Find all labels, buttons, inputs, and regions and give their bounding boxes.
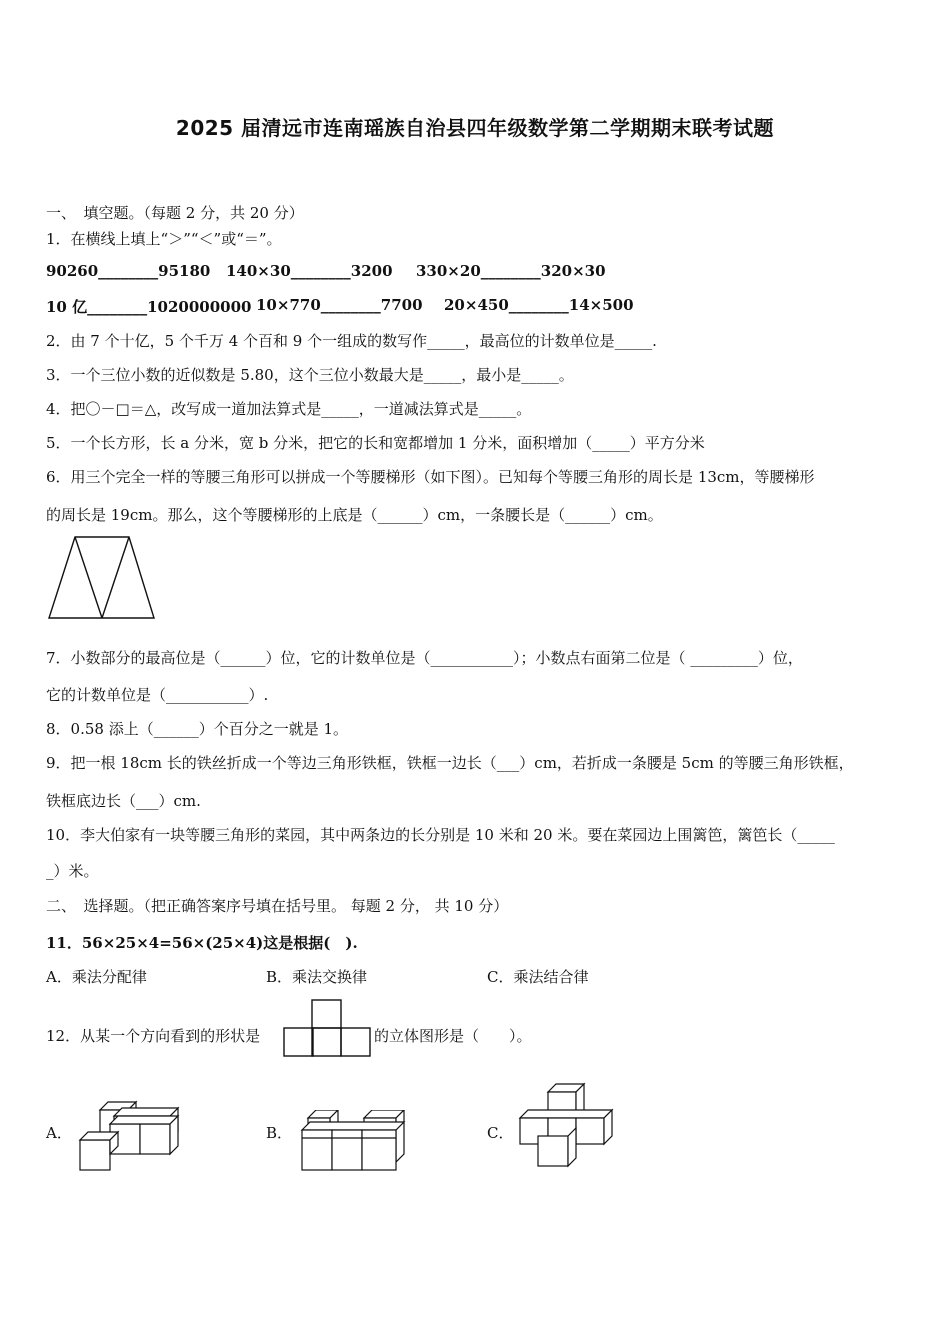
- q9-line2: 铁框底边长（___）cm.: [46, 792, 201, 810]
- q2: 2．由 7 个十亿，5 个千万 4 个百和 9 个一组成的数写作_____，最高位的计数单位是_____.: [46, 332, 657, 350]
- q1-row1-item3: 330×20________320×30: [416, 262, 606, 280]
- q12-option-c-label: C．: [487, 1124, 514, 1142]
- q1-row1-item1: 90260________95180: [46, 262, 211, 280]
- q7-line2: 它的计数单位是（___________）.: [46, 686, 269, 704]
- q12-prompt-after: 的立体图形是（ ）。: [374, 1027, 532, 1045]
- q12-option-a-cubes: [78, 1100, 186, 1174]
- q11-option-a: A．乘法分配律: [46, 968, 147, 986]
- q8: 8．0.58 添上（______）个百分之一就是 1。: [46, 720, 349, 738]
- q6-line2: 的周长是 19cm。那么，这个等腰梯形的上底是（______）cm，一条腰长是（______）cm。: [46, 506, 663, 524]
- q11-prompt: 11．56×25×4=56×(25×4)这是根据( ).: [46, 934, 358, 952]
- q1-row2-item1: 10 亿________1020000000: [46, 298, 252, 316]
- q1-prompt: 1．在横线上填上“＞”“＜”或“＝”。: [46, 230, 282, 248]
- q11-option-c: C．乘法结合律: [487, 968, 589, 986]
- section1-heading: 一、 填空题。（每题 2 分，共 20 分）: [46, 204, 304, 222]
- trapezoid-outline: [49, 537, 154, 618]
- page-title: 2025 届清远市连南瑶族自治县四年级数学第二学期期末联考试题: [175, 116, 775, 140]
- q6-line1: 6．用三个完全一样的等腰三角形可以拼成一个等腰梯形（如下图）。已知每个等腰三角形的周长是 13cm，等腰梯形: [46, 468, 815, 486]
- q1-row2-item2: 10×770________7700: [256, 296, 423, 314]
- q11-option-b: B．乘法交换律: [266, 968, 368, 986]
- q3: 3．一个三位小数的近似数是 5.80，这个三位小数最大是_____，最小是_____。: [46, 366, 574, 384]
- q12-option-b-label: B．: [266, 1124, 293, 1142]
- q12-option-a-label: A．: [46, 1124, 72, 1142]
- q5: 5．一个长方形，长 a 分米，宽 b 分米，把它的长和宽都增加 1 分米，面积增加（_____）平方分米: [46, 434, 705, 452]
- q12-view-figure: [283, 998, 371, 1058]
- q9-line1: 9．把一根 18cm 长的铁丝折成一个等边三角形铁框，铁框一边长（___）cm，若折成一条腰是 5cm 的等腰三角形铁框，: [46, 754, 854, 772]
- section2-heading: 二、 选择题。（把正确答案序号填在括号里。 每题 2 分， 共 10 分）: [46, 897, 509, 915]
- q12-prompt-before: 12．从某一个方向看到的形状是: [46, 1027, 261, 1045]
- q10-line1: 10．李大伯家有一块等腰三角形的菜园，其中两条边的长分别是 10 米和 20 米。要在菜园边上围篱笆，篱笆长（_____: [46, 826, 835, 844]
- q10-line2: _）米。: [46, 862, 99, 880]
- q1-row2-item3: 20×450________14×500: [444, 296, 634, 314]
- q12-option-c-cubes: [516, 1082, 614, 1172]
- trapezoid-figure: [46, 535, 158, 621]
- q7-line1: 7．小数部分的最高位是（______）位，它的计数单位是（___________）；小数点右面第二位是（ _________）位，: [46, 649, 803, 667]
- q12-option-b-cubes: [298, 1110, 408, 1174]
- triangle-edge: [102, 537, 129, 618]
- triangle-edge: [75, 537, 102, 618]
- q1-row1-item2: 140×30________3200: [226, 262, 393, 280]
- q4: 4．把〇－□＝△，改写成一道加法算式是_____，一道减法算式是_____。: [46, 400, 532, 418]
